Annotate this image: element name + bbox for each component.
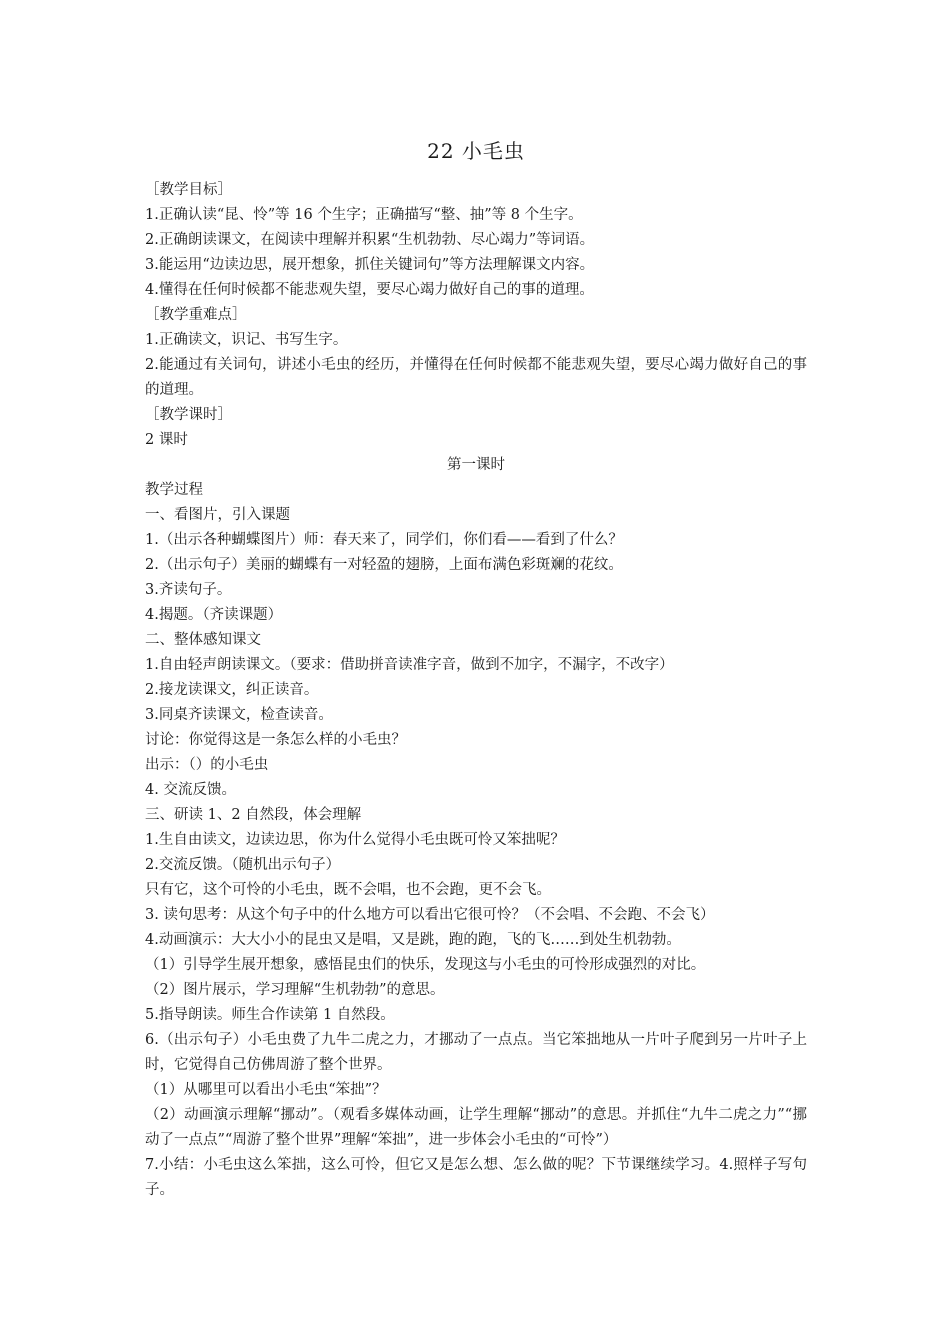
- step-item: 1.自由轻声朗读课文。（要求：借助拼音读准字音，做到不加字，不漏字，不改字）: [145, 657, 674, 673]
- objective-item: 1.正确认读“昆、怜”等 16 个生字；正确描写“整、抽”等 8 个生字。: [145, 207, 583, 223]
- objective-item: 3.能运用“边读边思，展开想象，抓住关键词句”等方法理解课文内容。: [145, 257, 595, 273]
- step-item: 5.指导朗读。师生合作读第 1 自然段。: [145, 1007, 395, 1023]
- step-item: 2.（出示句子）美丽的蝴蝶有一对轻盈的翅膀，上面布满色彩斑斓的花纹。: [145, 557, 623, 573]
- step-item: （2）图片展示，学习理解“生机勃勃”的意思。: [145, 982, 445, 998]
- objective-item: 4.懂得在任何时候都不能悲观失望，要尽心竭力做好自己的事的道理。: [145, 282, 594, 298]
- lesson-title: 22 小毛虫: [427, 139, 525, 163]
- step-item: 3. 读句思考：从这个句子中的什么地方可以看出它很可怜？（不会唱、不会跑、不会飞）: [145, 907, 715, 923]
- step-item: 6.（出示句子）小毛虫费了九牛二虎之力，才挪动了一点点。当它笨拙地从一片叶子爬到另一片叶子上时，它觉得自己仿佛周游了整个世界。: [145, 1032, 807, 1073]
- process-heading: 教学过程: [145, 482, 203, 498]
- step-item: 讨论：你觉得这是一条怎么样的小毛虫？: [145, 732, 406, 748]
- section-heading-periods: ［教学课时］: [145, 407, 232, 423]
- step-heading: 一、看图片，引入课题: [145, 507, 290, 523]
- step-item: 1.生自由读文，边读边思，你为什么觉得小毛虫既可怜又笨拙呢？: [145, 832, 565, 848]
- period-heading: 第一课时: [447, 457, 505, 473]
- key-point-item: 1.正确读文，识记、书写生字。: [145, 332, 348, 348]
- section-heading-key-points: ［教学重难点］: [145, 307, 247, 323]
- step-heading: 三、研读 1、2 自然段，体会理解: [145, 807, 362, 823]
- document-page: [145, 138, 807, 1203]
- step-item: 3.齐读句子。: [145, 582, 232, 598]
- step-item: 4.揭题。（齐读课题）: [145, 607, 283, 623]
- step-item: 4.动画演示：大大小小的昆虫又是唱，又是跳，跑的跑，飞的飞……到处生机勃勃。: [145, 932, 681, 948]
- step-item: 2.交流反馈。（随机出示句子）: [145, 857, 341, 873]
- step-item: （2）动画演示理解“挪动”。（观看多媒体动画，让学生理解“挪动”的意思。并抓住“九牛二虎之力”“挪动了一点点”“周游了整个世界”理解“笨拙”，进一步体会小毛虫的“可怜”）: [145, 1107, 807, 1148]
- step-heading: 二、整体感知课文: [145, 632, 261, 648]
- periods-value: 2 课时: [145, 432, 188, 448]
- step-item: 1.（出示各种蝴蝶图片）师：春天来了，同学们，你们看——看到了什么？: [145, 532, 623, 548]
- step-item: 只有它，这个可怜的小毛虫，既不会唱，也不会跑，更不会飞。: [145, 882, 551, 898]
- step-item: （1）引导学生展开想象，感悟昆虫们的快乐，发现这与小毛虫的可怜形成强烈的对比。: [145, 957, 706, 973]
- step-item: 3.同桌齐读课文，检查读音。: [145, 707, 333, 723]
- section-heading-objectives: ［教学目标］: [145, 182, 232, 198]
- step-item: （1）从哪里可以看出小毛虫“笨拙”？: [145, 1082, 387, 1098]
- step-item: 出示：（）的小毛虫: [145, 757, 269, 773]
- objective-item: 2.正确朗读课文，在阅读中理解并积累“生机勃勃、尽心竭力”等词语。: [145, 232, 595, 248]
- key-point-item: 2.能通过有关词句，讲述小毛虫的经历，并懂得在任何时候都不能悲观失望，要尽心竭力做好自己的事的道理。: [145, 357, 807, 398]
- step-item: 7.小结：小毛虫这么笨拙，这么可怜，但它又是怎么想、怎么做的呢？下节课继续学习。4.照样子写句子。: [145, 1157, 807, 1198]
- step-item: 2.接龙读课文，纠正读音。: [145, 682, 319, 698]
- step-item: 4. 交流反馈。: [145, 782, 236, 798]
